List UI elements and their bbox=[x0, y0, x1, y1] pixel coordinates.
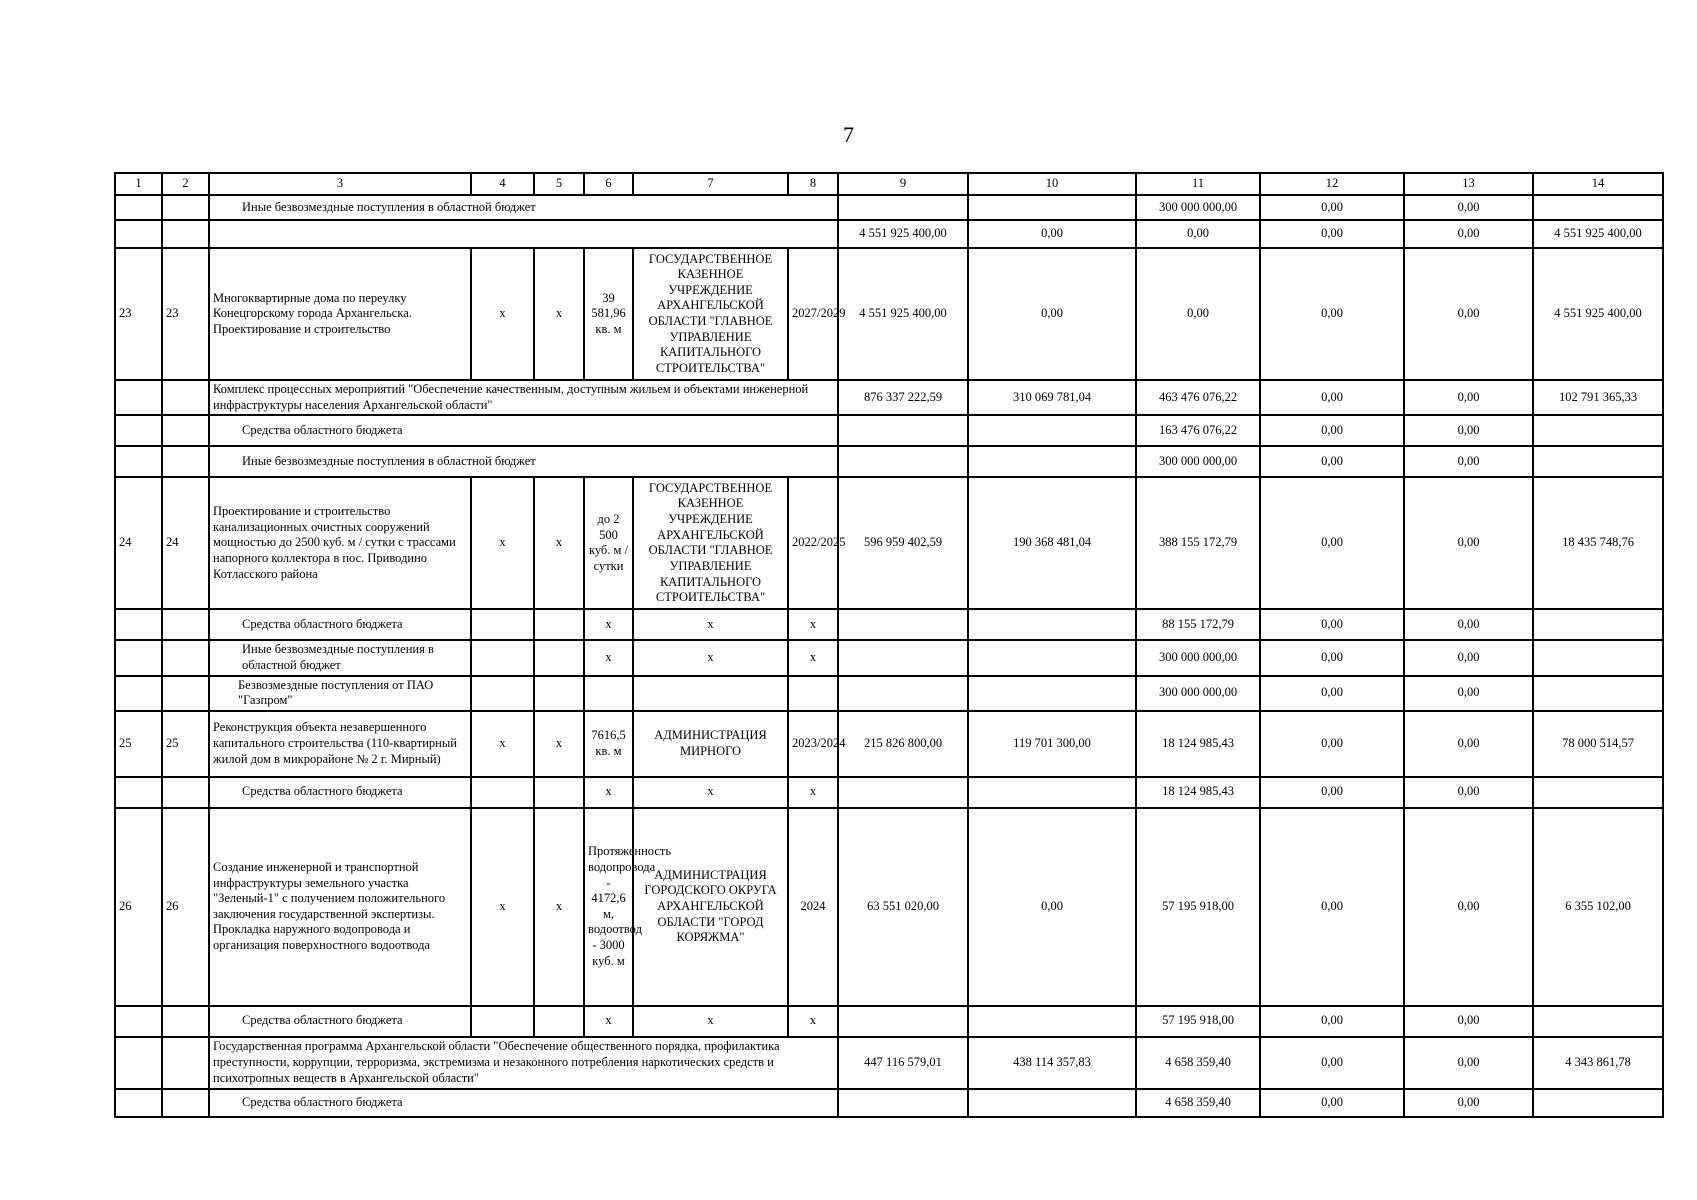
cell-col5 bbox=[534, 640, 584, 675]
row-label: Средства областного бюджета bbox=[209, 1006, 471, 1037]
amount-cell: 0,00 bbox=[1404, 415, 1533, 446]
organization-cell: ГОСУДАРСТВЕННОЕ КАЗЕННОЕ УЧРЕЖДЕНИЕ АРХАНГЕЛЬСКОЙ ОБЛАСТИ "ГЛАВНОЕ УПРАВЛЕНИЕ КАПИТАЛЬНОГО СТРОИТЕЛЬСТВА" bbox=[633, 248, 788, 380]
cell-col5 bbox=[534, 609, 584, 640]
amount-cell bbox=[968, 777, 1136, 808]
amount-cell: 4 551 925 400,00 bbox=[838, 220, 968, 248]
page-number: 7 bbox=[843, 122, 854, 147]
amount-cell bbox=[1533, 195, 1663, 220]
table-row bbox=[115, 640, 1663, 675]
amount-cell: 18 435 748,76 bbox=[1533, 477, 1663, 609]
table-row bbox=[115, 777, 1663, 808]
amount-cell: 63 551 020,00 bbox=[838, 808, 968, 1006]
cell-col6: x bbox=[584, 640, 633, 675]
empty-cell bbox=[115, 1037, 162, 1089]
amount-cell bbox=[1533, 640, 1663, 675]
cell-col4: x bbox=[471, 248, 534, 380]
column-header: 7 bbox=[633, 173, 788, 195]
empty-cell bbox=[115, 380, 162, 415]
column-header: 8 bbox=[788, 173, 838, 195]
cell-col4: x bbox=[471, 711, 534, 777]
cell-col5 bbox=[534, 676, 584, 711]
amount-cell bbox=[968, 676, 1136, 711]
amount-cell: 4 551 925 400,00 bbox=[838, 248, 968, 380]
cell-col4: x bbox=[471, 808, 534, 1006]
empty-cell bbox=[115, 195, 162, 220]
capacity-cell: до 2 500 куб. м / сутки bbox=[584, 477, 633, 609]
cell-col8: x bbox=[788, 640, 838, 675]
cell-col4 bbox=[471, 1006, 534, 1037]
empty-cell bbox=[115, 1006, 162, 1037]
row-label: Средства областного бюджета bbox=[209, 609, 471, 640]
amount-cell bbox=[1533, 1006, 1663, 1037]
table-row bbox=[115, 220, 1663, 248]
row-label: Иные безвозмездные поступления в областной бюджет bbox=[209, 195, 838, 220]
amount-cell bbox=[838, 446, 968, 477]
row-label: Создание инженерной и транспортной инфраструктуры земельного участка "Зеленый-1" с получением положительного заключения государственной экспертизы. Прокладка наружного водопровода и организация поверхностного водоотвода bbox=[209, 808, 471, 1006]
column-header: 13 bbox=[1404, 173, 1533, 195]
amount-cell: 463 476 076,22 bbox=[1136, 380, 1260, 415]
cell-col6: x bbox=[584, 777, 633, 808]
amount-cell: 447 116 579,01 bbox=[838, 1037, 968, 1089]
amount-cell: 0,00 bbox=[1404, 777, 1533, 808]
column-header: 2 bbox=[162, 173, 209, 195]
amount-cell: 0,00 bbox=[1260, 1037, 1404, 1089]
table-row bbox=[115, 808, 1663, 1006]
amount-cell bbox=[968, 195, 1136, 220]
period-cell: 2022/2025 bbox=[788, 477, 838, 609]
amount-cell: 0,00 bbox=[1404, 640, 1533, 675]
amount-cell: 0,00 bbox=[968, 248, 1136, 380]
amount-cell: 4 551 925 400,00 bbox=[1533, 248, 1663, 380]
amount-cell: 0,00 bbox=[1260, 777, 1404, 808]
amount-cell: 0,00 bbox=[1260, 676, 1404, 711]
empty-cell bbox=[162, 1006, 209, 1037]
amount-cell: 0,00 bbox=[1404, 220, 1533, 248]
amount-cell: 163 476 076,22 bbox=[1136, 415, 1260, 446]
amount-cell: 0,00 bbox=[1260, 380, 1404, 415]
amount-cell: 0,00 bbox=[1404, 1089, 1533, 1117]
row-number: 26 bbox=[162, 808, 209, 1006]
amount-cell: 0,00 bbox=[1404, 711, 1533, 777]
empty-cell bbox=[115, 609, 162, 640]
amount-cell: 310 069 781,04 bbox=[968, 380, 1136, 415]
amount-cell: 0,00 bbox=[1260, 415, 1404, 446]
amount-cell: 190 368 481,04 bbox=[968, 477, 1136, 609]
amount-cell bbox=[968, 446, 1136, 477]
amount-cell: 0,00 bbox=[1404, 195, 1533, 220]
cell-col8: x bbox=[788, 777, 838, 808]
amount-cell: 0,00 bbox=[1404, 380, 1533, 415]
cell-col7: x bbox=[633, 609, 788, 640]
row-label: Государственная программа Архангельской области "Обеспечение общественного порядка, профилактика преступности, коррупции, терроризма, экстремизма и незаконного потребления наркотических средств и психотропных веществ в Архангельской области" bbox=[209, 1037, 838, 1089]
amount-cell: 0,00 bbox=[1404, 676, 1533, 711]
cell-col5: x bbox=[534, 477, 584, 609]
amount-cell: 0,00 bbox=[1260, 1006, 1404, 1037]
amount-cell: 0,00 bbox=[1260, 640, 1404, 675]
empty-cell bbox=[162, 220, 209, 248]
row-number: 25 bbox=[115, 711, 162, 777]
amount-cell bbox=[1533, 1089, 1663, 1117]
cell-col4: x bbox=[471, 477, 534, 609]
cell-col7: x bbox=[633, 640, 788, 675]
amount-cell bbox=[1533, 609, 1663, 640]
empty-cell bbox=[162, 609, 209, 640]
row-number: 24 bbox=[115, 477, 162, 609]
amount-cell bbox=[968, 609, 1136, 640]
table-row bbox=[115, 248, 1663, 380]
amount-cell: 0,00 bbox=[1260, 248, 1404, 380]
empty-cell bbox=[162, 676, 209, 711]
cell-col4 bbox=[471, 640, 534, 675]
cell-col6: x bbox=[584, 1006, 633, 1037]
amount-cell: 0,00 bbox=[1260, 808, 1404, 1006]
amount-cell: 0,00 bbox=[1260, 609, 1404, 640]
header-row bbox=[115, 173, 1663, 195]
row-number: 25 bbox=[162, 711, 209, 777]
empty-cell bbox=[162, 777, 209, 808]
table-row bbox=[115, 380, 1663, 415]
capacity-cell: 7616,5 кв. м bbox=[584, 711, 633, 777]
amount-cell: 0,00 bbox=[1260, 711, 1404, 777]
amount-cell: 4 658 359,40 bbox=[1136, 1089, 1260, 1117]
amount-cell: 0,00 bbox=[1260, 477, 1404, 609]
table-row bbox=[115, 415, 1663, 446]
amount-cell: 4 658 359,40 bbox=[1136, 1037, 1260, 1089]
empty-cell bbox=[162, 640, 209, 675]
capacity-cell: Протяженность водопровода - 4172,6 м, водоотвод - 3000 куб. м bbox=[584, 808, 633, 1006]
empty-cell bbox=[115, 777, 162, 808]
cell-col6: x bbox=[584, 609, 633, 640]
row-label: Безвозмездные поступления от ПАО "Газпром" bbox=[209, 676, 471, 711]
row-number: 23 bbox=[162, 248, 209, 380]
column-header: 14 bbox=[1533, 173, 1663, 195]
amount-cell bbox=[968, 415, 1136, 446]
empty-cell bbox=[115, 1089, 162, 1117]
amount-cell: 0,00 bbox=[1136, 220, 1260, 248]
capacity-cell: 39 581,96 кв. м bbox=[584, 248, 633, 380]
cell-col8: x bbox=[788, 1006, 838, 1037]
column-header: 11 bbox=[1136, 173, 1260, 195]
amount-cell: 876 337 222,59 bbox=[838, 380, 968, 415]
amount-cell: 300 000 000,00 bbox=[1136, 676, 1260, 711]
table-row bbox=[115, 1006, 1663, 1037]
period-cell: 2024 bbox=[788, 808, 838, 1006]
amount-cell: 0,00 bbox=[968, 808, 1136, 1006]
table-row bbox=[115, 609, 1663, 640]
row-label: Комплекс процессных мероприятий "Обеспечение качественным, доступным жильем и объектами инженерной инфраструктуры населения Архангельской области" bbox=[209, 380, 838, 415]
column-header: 6 bbox=[584, 173, 633, 195]
amount-cell: 4 551 925 400,00 bbox=[1533, 220, 1663, 248]
empty-cell bbox=[115, 415, 162, 446]
cell-col5: x bbox=[534, 711, 584, 777]
amount-cell: 215 826 800,00 bbox=[838, 711, 968, 777]
amount-cell bbox=[1533, 676, 1663, 711]
amount-cell: 0,00 bbox=[1260, 1089, 1404, 1117]
amount-cell: 78 000 514,57 bbox=[1533, 711, 1663, 777]
empty-cell bbox=[115, 676, 162, 711]
column-header: 5 bbox=[534, 173, 584, 195]
amount-cell bbox=[838, 1089, 968, 1117]
cell-col7: x bbox=[633, 1006, 788, 1037]
row-label: Проектирование и строительство канализационных очистных сооружений мощностью до 2500 куб. м / сутки с трассами напорного коллектора в пос. Приводино Котласского района bbox=[209, 477, 471, 609]
cell-col8 bbox=[788, 676, 838, 711]
amount-cell: 0,00 bbox=[1404, 1037, 1533, 1089]
amount-cell bbox=[1533, 446, 1663, 477]
empty-cell bbox=[162, 1089, 209, 1117]
amount-cell bbox=[1533, 777, 1663, 808]
amount-cell: 0,00 bbox=[1136, 248, 1260, 380]
column-header: 4 bbox=[471, 173, 534, 195]
amount-cell: 438 114 357,83 bbox=[968, 1037, 1136, 1089]
amount-cell: 0,00 bbox=[1260, 220, 1404, 248]
row-number: 26 bbox=[115, 808, 162, 1006]
amount-cell bbox=[968, 1089, 1136, 1117]
empty-cell bbox=[115, 446, 162, 477]
cell-col4 bbox=[471, 609, 534, 640]
organization-cell: АДМИНИСТРАЦИЯ ГОРОДСКОГО ОКРУГА АРХАНГЕЛЬСКОЙ ОБЛАСТИ "ГОРОД КОРЯЖМА" bbox=[633, 808, 788, 1006]
row-label bbox=[209, 220, 838, 248]
amount-cell: 0,00 bbox=[1404, 808, 1533, 1006]
table-row bbox=[115, 195, 1663, 220]
amount-cell: 596 959 402,59 bbox=[838, 477, 968, 609]
amount-cell: 0,00 bbox=[968, 220, 1136, 248]
column-header: 9 bbox=[838, 173, 968, 195]
amount-cell: 300 000 000,00 bbox=[1136, 640, 1260, 675]
amount-cell: 57 195 918,00 bbox=[1136, 1006, 1260, 1037]
amount-cell bbox=[968, 1006, 1136, 1037]
table-row bbox=[115, 446, 1663, 477]
row-label: Средства областного бюджета bbox=[209, 777, 471, 808]
empty-cell bbox=[162, 1037, 209, 1089]
empty-cell bbox=[162, 446, 209, 477]
empty-cell bbox=[162, 415, 209, 446]
amount-cell bbox=[838, 195, 968, 220]
row-label: Средства областного бюджета bbox=[209, 1089, 838, 1117]
amount-cell: 300 000 000,00 bbox=[1136, 195, 1260, 220]
empty-cell bbox=[115, 220, 162, 248]
cell-col7 bbox=[633, 676, 788, 711]
cell-col5 bbox=[534, 1006, 584, 1037]
amount-cell: 57 195 918,00 bbox=[1136, 808, 1260, 1006]
amount-cell: 0,00 bbox=[1260, 195, 1404, 220]
amount-cell bbox=[838, 1006, 968, 1037]
empty-cell bbox=[115, 640, 162, 675]
empty-cell bbox=[162, 195, 209, 220]
cell-col6 bbox=[584, 676, 633, 711]
cell-col5 bbox=[534, 777, 584, 808]
table-row bbox=[115, 1089, 1663, 1117]
organization-cell: ГОСУДАРСТВЕННОЕ КАЗЕННОЕ УЧРЕЖДЕНИЕ АРХАНГЕЛЬСКОЙ ОБЛАСТИ "ГЛАВНОЕ УПРАВЛЕНИЕ КАПИТАЛЬНОГО СТРОИТЕЛЬСТВА" bbox=[633, 477, 788, 609]
cell-col4 bbox=[471, 676, 534, 711]
amount-cell: 0,00 bbox=[1260, 446, 1404, 477]
amount-cell: 18 124 985,43 bbox=[1136, 711, 1260, 777]
table-row bbox=[115, 1037, 1663, 1089]
amount-cell: 0,00 bbox=[1404, 1006, 1533, 1037]
amount-cell: 102 791 365,33 bbox=[1533, 380, 1663, 415]
cell-col5: x bbox=[534, 808, 584, 1006]
amount-cell bbox=[838, 640, 968, 675]
amount-cell: 0,00 bbox=[1404, 477, 1533, 609]
row-number: 23 bbox=[115, 248, 162, 380]
column-header: 1 bbox=[115, 173, 162, 195]
amount-cell: 6 355 102,00 bbox=[1533, 808, 1663, 1006]
column-header: 3 bbox=[209, 173, 471, 195]
row-label: Иные безвозмездные поступления в областной бюджет bbox=[209, 446, 838, 477]
amount-cell bbox=[838, 609, 968, 640]
cell-col5: x bbox=[534, 248, 584, 380]
row-label: Средства областного бюджета bbox=[209, 415, 838, 446]
budget-table bbox=[114, 172, 1664, 1118]
amount-cell: 388 155 172,79 bbox=[1136, 477, 1260, 609]
amount-cell: 4 343 861,78 bbox=[1533, 1037, 1663, 1089]
period-cell: 2023/2024 bbox=[788, 711, 838, 777]
cell-col8: x bbox=[788, 609, 838, 640]
amount-cell: 18 124 985,43 bbox=[1136, 777, 1260, 808]
amount-cell bbox=[838, 777, 968, 808]
table-row bbox=[115, 477, 1663, 609]
organization-cell: АДМИНИСТРАЦИЯ МИРНОГО bbox=[633, 711, 788, 777]
amount-cell bbox=[968, 640, 1136, 675]
cell-col7: x bbox=[633, 777, 788, 808]
cell-col4 bbox=[471, 777, 534, 808]
table-row bbox=[115, 711, 1663, 777]
empty-cell bbox=[162, 380, 209, 415]
amount-cell: 300 000 000,00 bbox=[1136, 446, 1260, 477]
row-label: Иные безвозмездные поступления в областной бюджет bbox=[209, 640, 471, 675]
table-row bbox=[115, 676, 1663, 711]
amount-cell bbox=[1533, 415, 1663, 446]
period-cell: 2027/2029 bbox=[788, 248, 838, 380]
amount-cell: 0,00 bbox=[1404, 609, 1533, 640]
row-number: 24 bbox=[162, 477, 209, 609]
amount-cell bbox=[838, 415, 968, 446]
amount-cell: 119 701 300,00 bbox=[968, 711, 1136, 777]
column-header: 10 bbox=[968, 173, 1136, 195]
amount-cell: 0,00 bbox=[1404, 248, 1533, 380]
row-label: Многоквартирные дома по переулку Конецгорскому города Архангельска. Проектирование и строительство bbox=[209, 248, 471, 380]
column-header: 12 bbox=[1260, 173, 1404, 195]
amount-cell: 0,00 bbox=[1404, 446, 1533, 477]
amount-cell: 88 155 172,79 bbox=[1136, 609, 1260, 640]
amount-cell bbox=[838, 676, 968, 711]
row-label: Реконструкция объекта незавершенного капитального строительства (110-квартирный жилой дом в микрорайоне № 2 г. Мирный) bbox=[209, 711, 471, 777]
